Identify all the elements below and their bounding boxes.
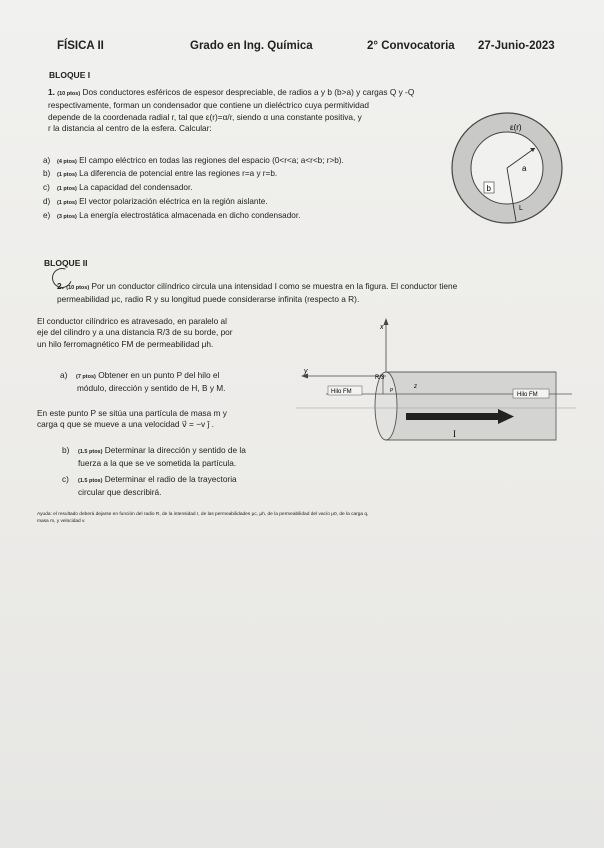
statement-line: depende de la coordenada radial r, tal que ε(r)=α/r, siendo α una constante positiva, y xyxy=(48,111,362,122)
statement-line: respectivamente, forman un condensador que contiene un dieléctrico cuya permitividad xyxy=(48,100,369,111)
problem-2-item-c: c) (1.5 ptos) Determinar el radio de la trayectoria circular que describirá. xyxy=(62,474,237,498)
p-label: P xyxy=(390,388,394,394)
y-label: y xyxy=(304,368,308,375)
statement-line: r la distancia al centro de la esfera. Calcular: xyxy=(48,123,212,134)
help-note: Ayuda: el resultado deberá dejarse en función del radio R, de la intensidad I, de las permeabilidades μc, μh, de la permeabilidad del vacío μ0, de la carga q, masa m, y velocidad v. xyxy=(37,512,369,524)
problem-2-statement xyxy=(57,281,567,306)
problem-2-points: (10 ptos) xyxy=(66,285,90,291)
cylinder-face xyxy=(375,372,397,440)
l-label: L xyxy=(519,205,523,212)
problem-2-item-b: b) (1.5 ptos) Determinar la dirección y sentido de la fuerza a la que se ve sometida la partícula. xyxy=(62,445,246,469)
degree-title: Grado en Ing. Química xyxy=(190,40,313,52)
problem-2-para-1: El conductor cilíndrico es atravesado, en paralelo al eje del cilindro y a una distancia R/3 de su borde, por un hilo ferromagnético FM de permeabilidad μh. xyxy=(37,316,233,349)
problem-2-item-a: a) (7 ptos) Obtener en un punto P del hilo el módulo, dirección y sentido de H, B y M. xyxy=(60,370,226,394)
exam-date: 27-Junio-2023 xyxy=(478,40,555,52)
statement-line: permeabilidad μc, radio R y su longitud puede considerarse infinita (respecto a R). xyxy=(57,294,360,305)
hilo-fm-right: Hilo FM xyxy=(517,392,538,398)
subject-title: FÍSICA II xyxy=(57,40,104,52)
eps-label: ε(r) xyxy=(510,123,522,132)
hilo-fm-left: Hilo FM xyxy=(331,389,352,395)
list-item: b) (1 ptos) La diferencia de potencial entre las regiones r=a y r=b. xyxy=(43,169,278,178)
x-label: x xyxy=(380,324,384,331)
current-arrow-body xyxy=(406,413,498,420)
list-item: c) (1 ptos) La capacidad del condensador. xyxy=(43,183,193,192)
problem-1-points: (10 ptos) xyxy=(57,91,81,97)
r3-label: R/3 xyxy=(375,375,385,381)
cylinder-figure xyxy=(296,312,576,444)
convocatoria: 2° Convocatoria xyxy=(367,40,455,52)
spherical-capacitor-figure xyxy=(440,110,570,228)
list-item: d) (1 ptos) El vector polarización eléctrica en la región aislante. xyxy=(43,197,268,206)
statement-line: Por un conductor cilíndrico circula una intensidad I como se muestra en la figura. El conductor tiene xyxy=(91,281,458,291)
z-label: z xyxy=(414,384,417,390)
problem-2-number: 2. xyxy=(57,281,64,291)
bloque-2-title: BLOQUE II xyxy=(44,258,88,268)
x-axis-arrow xyxy=(384,318,389,325)
problem-1-statement xyxy=(48,87,478,135)
bloque-1-title: BLOQUE I xyxy=(49,70,91,80)
list-item: a) (4 ptos) El campo eléctrico en todas las regiones del espacio (0<r<a; a<r<b; r>b). xyxy=(43,156,344,165)
a-label: a xyxy=(522,164,527,173)
problem-2-para-2: En este punto P se sitúa una partícula de masa m y carga q que se mueve a una velocidad v⃗ = −v ĵ . xyxy=(37,408,227,430)
problem-1-number: 1. xyxy=(48,87,55,97)
list-item: e) (3 ptos) La energía electrostática almacenada en dicho condensador. xyxy=(43,211,301,220)
current-label: I xyxy=(453,429,456,439)
statement-line: Dos conductores esféricos de espesor despreciable, de radios a y b (b>a) y cargas Q y -Q xyxy=(82,87,415,97)
cylinder-body xyxy=(386,372,556,440)
b-label: b xyxy=(486,184,491,193)
